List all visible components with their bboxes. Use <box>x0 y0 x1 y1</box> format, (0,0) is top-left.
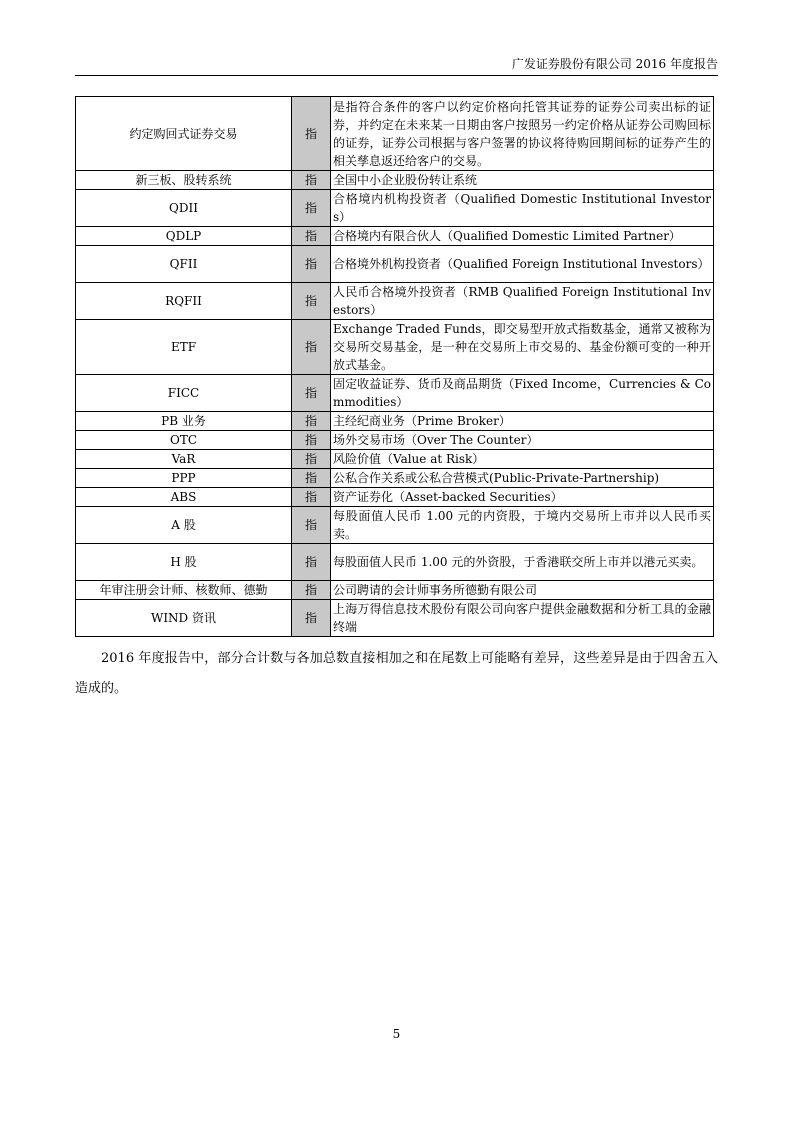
term-cell: H 股 <box>76 544 292 581</box>
term-cell: ETF <box>76 320 292 375</box>
description-cell: 合格境内有限合伙人（Qualified Domestic Limited Partner） <box>331 227 714 246</box>
description-cell: 主经纪商业务（Prime Broker） <box>331 412 714 431</box>
table-row <box>76 246 714 283</box>
term-cell: QFII <box>76 246 292 283</box>
mark-cell: 指 <box>292 412 331 431</box>
description-cell: 上海万得信息技术股份有限公司向客户提供金融数据和分析工具的金融终端 <box>331 600 714 637</box>
page-number: 5 <box>392 1027 401 1041</box>
table-row <box>76 600 714 637</box>
description-cell: 合格境外机构投资者（Qualified Foreign Institutional Investors） <box>331 246 714 283</box>
mark-cell: 指 <box>292 581 331 600</box>
definitions-table <box>75 96 714 637</box>
description-cell: 固定收益证券、货币及商品期货（Fixed Income，Currencies & Commodities） <box>331 375 714 412</box>
table-row <box>76 283 714 320</box>
table-row <box>76 97 714 171</box>
table-row <box>76 171 714 190</box>
description-cell: 每股面值人民币 1.00 元的外资股，于香港联交所上市并以港元买卖。 <box>331 544 714 581</box>
term-cell: QDLP <box>76 227 292 246</box>
table-row <box>76 450 714 469</box>
term-cell: FICC <box>76 375 292 412</box>
mark-cell: 指 <box>292 600 331 637</box>
term-cell: PB 业务 <box>76 412 292 431</box>
header-rule <box>75 75 718 76</box>
description-cell: Exchange Traded Funds，即交易型开放式指数基金，通常又被称为交易所交易基金，是一种在交易所上市交易的、基金份额可变的一种开放式基金。 <box>331 320 714 375</box>
description-cell: 公司聘请的会计师事务所德勤有限公司 <box>331 581 714 600</box>
term-cell: OTC <box>76 431 292 450</box>
description-cell: 是指符合条件的客户以约定价格向托管其证券的证券公司卖出标的证券，并约定在未来某一日期由客户按照另一约定价格从证券公司购回标的证券，证券公司根据与客户签署的协议将待购回期间标的证券产生的相关孳息返还给客户的交易。 <box>331 97 714 171</box>
description-cell: 合格境内机构投资者（Qualified Domestic Institutional Investors） <box>331 190 714 227</box>
mark-cell: 指 <box>292 227 331 246</box>
table-row <box>76 488 714 507</box>
table-row <box>76 227 714 246</box>
table-row <box>76 544 714 581</box>
table-row <box>76 375 714 412</box>
mark-cell: 指 <box>292 190 331 227</box>
term-cell: ABS <box>76 488 292 507</box>
page-header-title: 广发证券股份有限公司 2016 年度报告 <box>511 57 718 71</box>
table-row <box>76 190 714 227</box>
description-cell: 风险价值（Value at Risk） <box>331 450 714 469</box>
term-cell: PPP <box>76 469 292 488</box>
mark-cell: 指 <box>292 375 331 412</box>
table-row <box>76 507 714 544</box>
mark-cell: 指 <box>292 544 331 581</box>
term-cell: A 股 <box>76 507 292 544</box>
mark-cell: 指 <box>292 246 331 283</box>
description-cell: 场外交易市场（Over The Counter） <box>331 431 714 450</box>
table-row <box>76 469 714 488</box>
mark-cell: 指 <box>292 320 331 375</box>
term-cell: WIND 资讯 <box>76 600 292 637</box>
mark-cell: 指 <box>292 431 331 450</box>
description-cell: 全国中小企业股份转让系统 <box>331 171 714 190</box>
description-cell: 资产证券化（Asset-backed Securities） <box>331 488 714 507</box>
term-cell: 年审注册会计师、核数师、德勤 <box>76 581 292 600</box>
rounding-note: 2016 年度报告中，部分合计数与各加总数直接相加之和在尾数上可能略有差异，这些差异是由于四舍五入造成的。 <box>75 651 718 696</box>
description-cell: 每股面值人民币 1.00 元的内资股，于境内交易所上市并以人民币买卖。 <box>331 507 714 544</box>
table-row <box>76 412 714 431</box>
description-cell: 人民币合格境外投资者（RMB Qualified Foreign Institutional Investors） <box>331 283 714 320</box>
mark-cell: 指 <box>292 469 331 488</box>
term-cell: RQFII <box>76 283 292 320</box>
mark-cell: 指 <box>292 507 331 544</box>
table-row <box>76 431 714 450</box>
table-row <box>76 581 714 600</box>
term-cell: 约定购回式证券交易 <box>76 97 292 171</box>
term-cell: VaR <box>76 450 292 469</box>
term-cell: QDII <box>76 190 292 227</box>
description-cell: 公私合作关系或公私合营模式(Public-Private-Partnership) <box>331 469 714 488</box>
mark-cell: 指 <box>292 97 331 171</box>
term-cell: 新三板、股转系统 <box>76 171 292 190</box>
table-row <box>76 320 714 375</box>
mark-cell: 指 <box>292 450 331 469</box>
mark-cell: 指 <box>292 171 331 190</box>
mark-cell: 指 <box>292 283 331 320</box>
mark-cell: 指 <box>292 488 331 507</box>
